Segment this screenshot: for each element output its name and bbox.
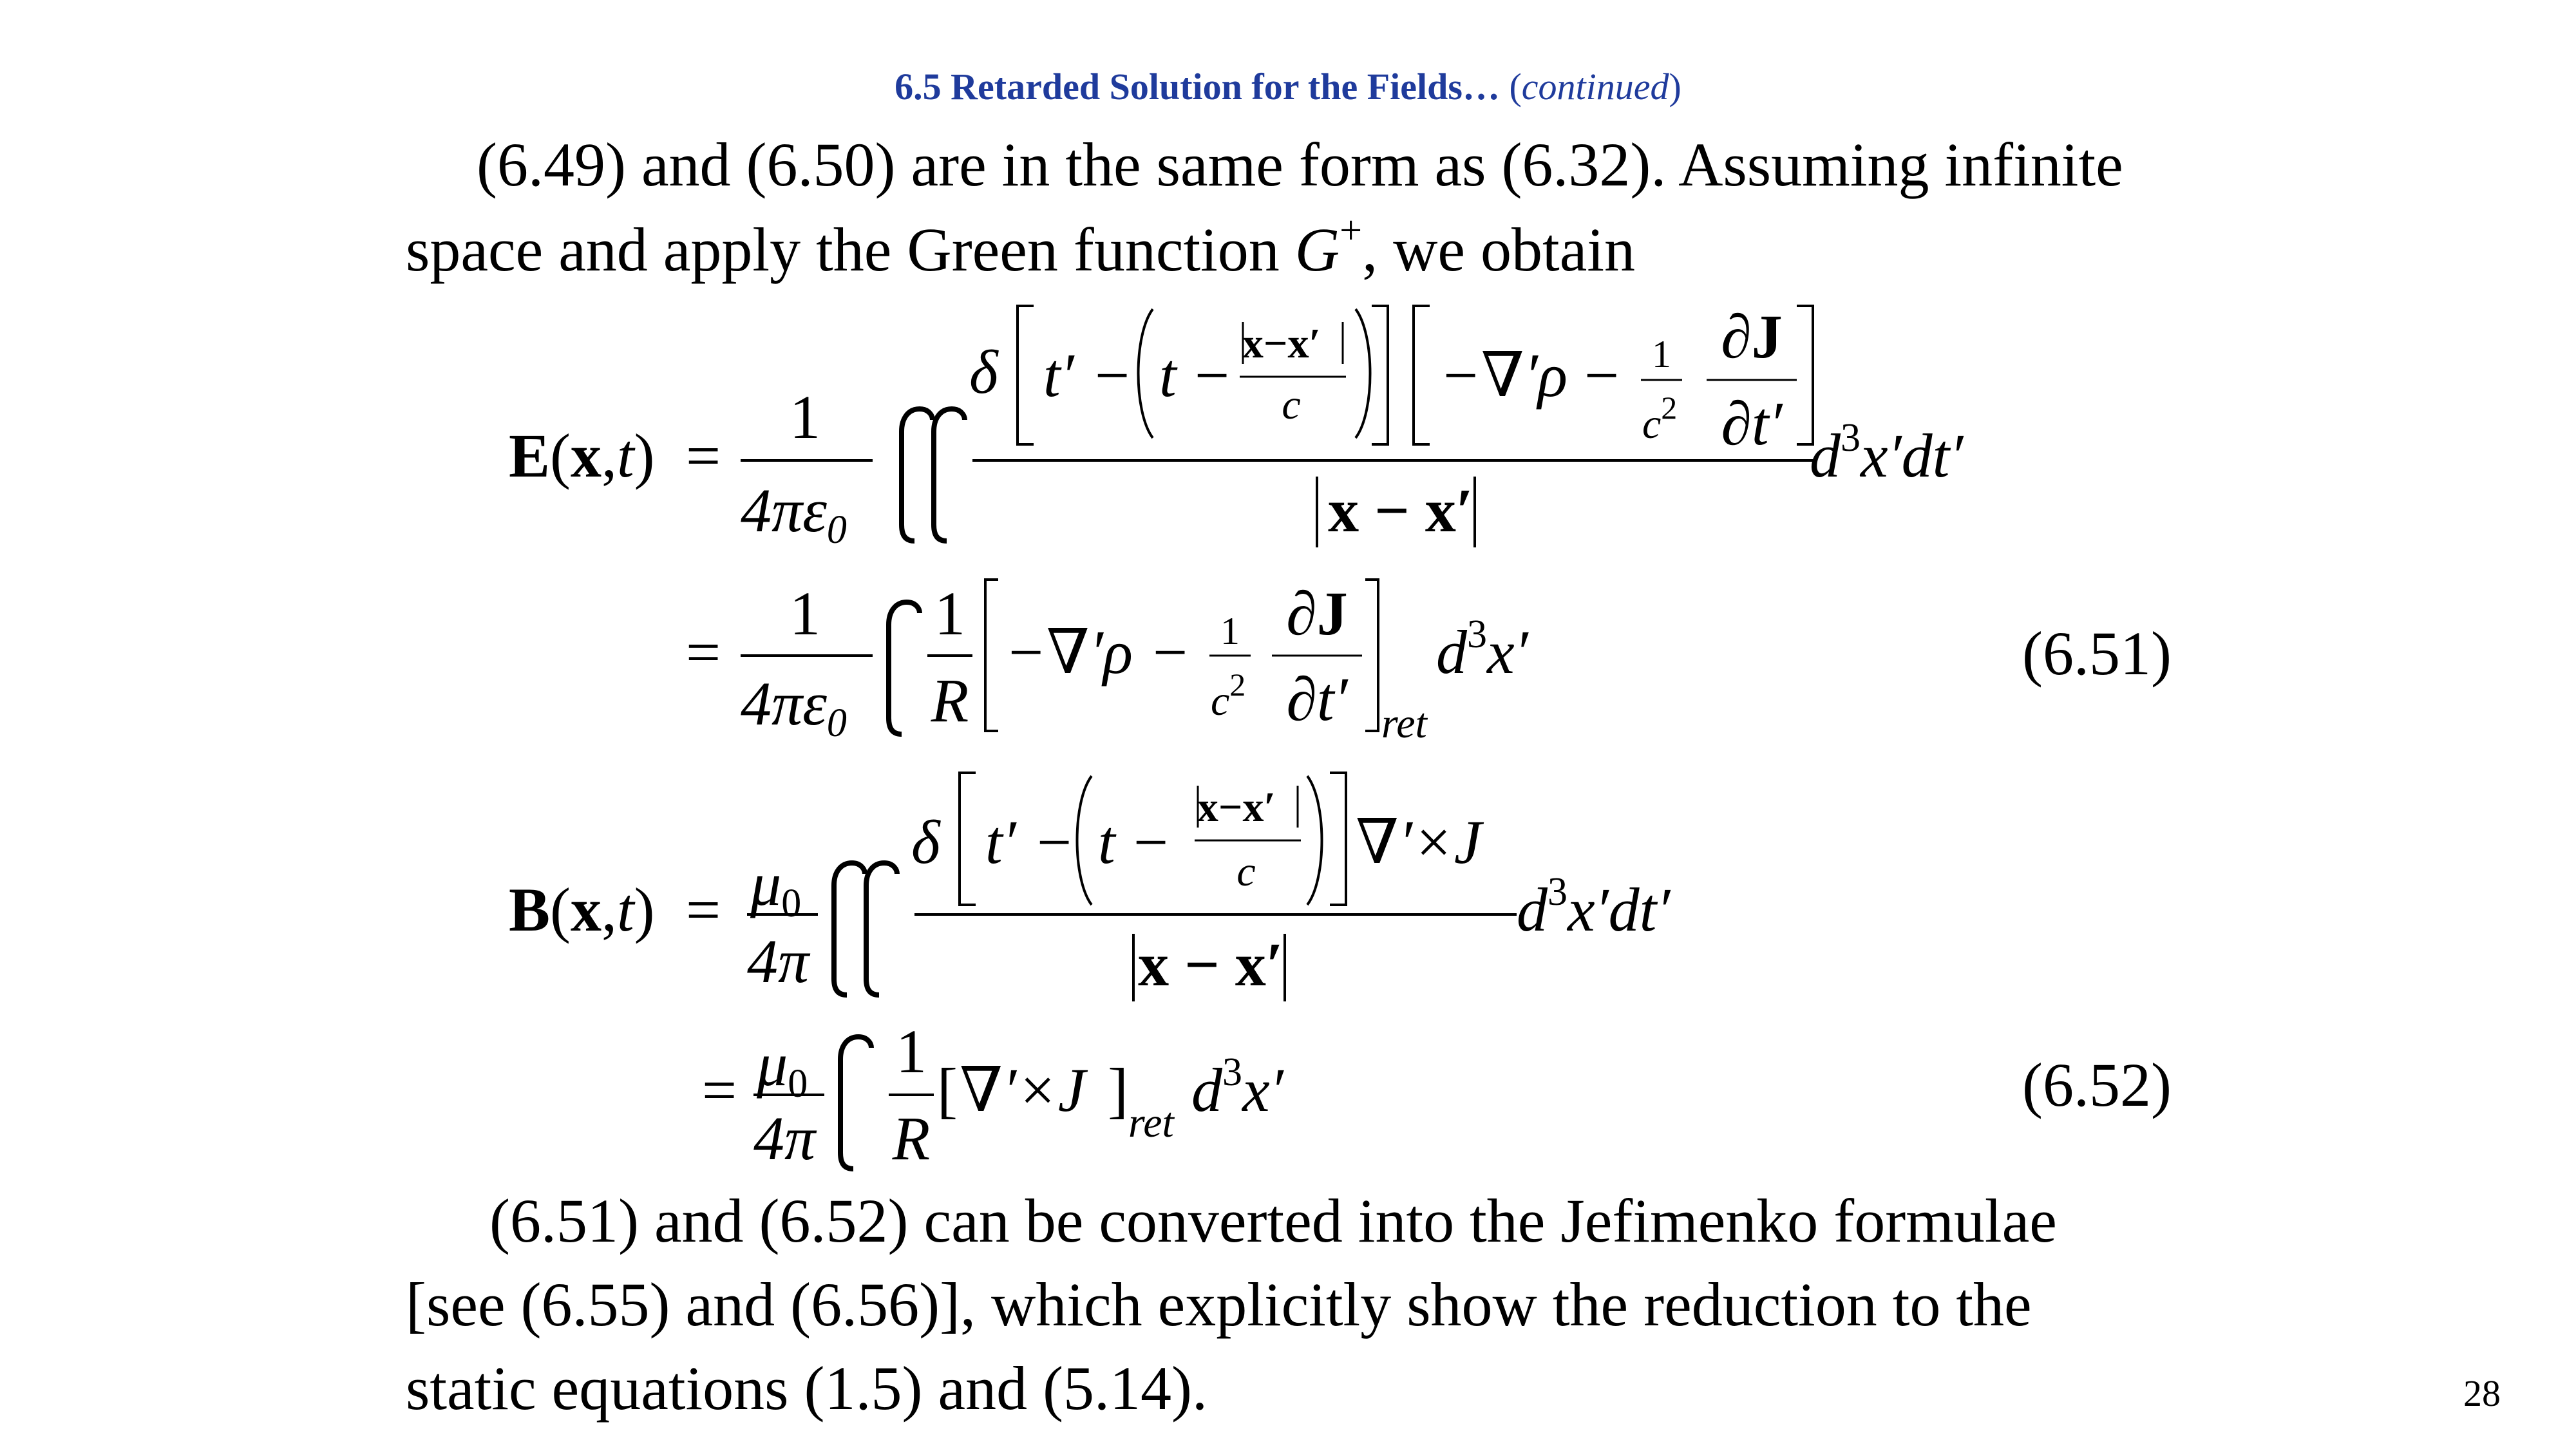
e2-minus: − bbox=[1153, 618, 1188, 687]
b-minus-2: − bbox=[1133, 808, 1169, 876]
outro-line-3: static equations (1.5) and (5.14). bbox=[406, 1354, 1208, 1423]
e-prefactor-denominator: 4πε0 bbox=[741, 476, 847, 552]
intro-line-2-b: , we obtain bbox=[1362, 215, 1635, 284]
e2-one-over-R-num: 1 bbox=[934, 579, 965, 648]
b-minus-1: − bbox=[1037, 808, 1072, 876]
e-c-squared: $c^2$ bbox=[1642, 390, 1678, 448]
e-bracket-open-1 bbox=[1018, 306, 1034, 444]
e-bracket-close-1 bbox=[1372, 306, 1388, 444]
b-inner-c: c bbox=[1236, 848, 1256, 895]
e-dJ: ∂J bbox=[1721, 302, 1783, 371]
b2-ret: ret bbox=[1128, 1099, 1174, 1146]
e-integral-sign-2 bbox=[934, 409, 965, 541]
e-dt-prime: ∂t′ bbox=[1721, 389, 1783, 458]
b-t: t bbox=[1098, 808, 1115, 876]
e-minus-3: − bbox=[1584, 341, 1620, 410]
e2-bracket-open bbox=[985, 580, 998, 731]
b-equals-1: = bbox=[686, 875, 721, 944]
e2-dt-prime: ∂t′ bbox=[1286, 665, 1348, 734]
b-field-equation-line-1 bbox=[509, 773, 1671, 1001]
b2-prefactor-denominator: 4π bbox=[753, 1104, 816, 1173]
e-t-prime: t′ bbox=[1043, 341, 1074, 410]
b2-curl-J: ∇′×J bbox=[960, 1056, 1086, 1124]
intro-line-2-a: space and apply the Green function bbox=[406, 215, 1295, 284]
e-measure-1: $d^3x'dt'$ bbox=[1810, 416, 1964, 490]
b-denominator: x − x′ bbox=[1138, 930, 1283, 999]
e-equals-1: = bbox=[686, 421, 721, 490]
e2-R: R bbox=[931, 666, 969, 735]
b-integral-sign-2 bbox=[866, 863, 897, 995]
e2-prefactor-numerator: 1 bbox=[790, 579, 820, 648]
e-field-equation-line-2 bbox=[686, 579, 1530, 747]
e2-neg-grad-rho: −∇′ρ bbox=[1005, 618, 1133, 687]
b2-bracket-open: [ bbox=[937, 1056, 958, 1124]
e-t: t bbox=[1159, 341, 1177, 410]
b-measure-1: $d^3x'dt'$ bbox=[1517, 870, 1671, 944]
title-paren-close: ) bbox=[1669, 66, 1681, 108]
b-field-equation-line-2 bbox=[702, 1017, 1285, 1173]
e-equals-2: = bbox=[686, 618, 721, 687]
e2-c-squared: $c^2$ bbox=[1211, 667, 1246, 724]
b-delta: δ bbox=[911, 808, 940, 876]
e-inner-abs: x−x′ bbox=[1242, 320, 1321, 367]
e-paren-open bbox=[1139, 309, 1153, 438]
b-prefactor-denominator: 4π bbox=[747, 927, 810, 996]
b2-prefactor-numerator: μ0 bbox=[757, 1030, 808, 1106]
e-lhs: E(x,t) bbox=[509, 421, 655, 490]
b2-integral-sign bbox=[840, 1037, 871, 1169]
e-prefactor-numerator: 1 bbox=[790, 383, 820, 451]
equation-number-6-51: (6.51) bbox=[2022, 619, 2172, 688]
e2-measure: $d^3x'$ bbox=[1436, 612, 1528, 687]
e2-integral-sign bbox=[889, 602, 920, 734]
b-integral-sign-1 bbox=[834, 863, 865, 995]
equation-number-6-52: (6.52) bbox=[2022, 1050, 2172, 1119]
e2-bracket-close bbox=[1365, 580, 1378, 731]
e2-dJ: ∂J bbox=[1286, 579, 1348, 648]
intro-line-1: (6.49) and (6.50) are in the same form as (6.32). Assuming infinite bbox=[477, 130, 2123, 199]
b-curl-J: ∇′×J bbox=[1356, 808, 1482, 876]
b-prefactor-numerator: μ0 bbox=[750, 849, 802, 925]
title-paren-open: ( bbox=[1499, 66, 1522, 108]
b-bracket-close bbox=[1330, 773, 1346, 905]
green-function-superscript: + bbox=[1340, 209, 1363, 252]
green-function-symbol: G bbox=[1294, 215, 1340, 284]
page-number: 28 bbox=[2463, 1372, 2501, 1414]
e-bracket-open-2 bbox=[1414, 306, 1430, 444]
b-lhs: B(x,t) bbox=[509, 875, 655, 944]
b-equals-2: = bbox=[702, 1056, 737, 1124]
b-inner-abs: x−x′ bbox=[1197, 784, 1276, 831]
b-paren-open bbox=[1077, 776, 1092, 905]
e-denominator: x − x′ bbox=[1328, 476, 1473, 545]
b-paren-close bbox=[1307, 776, 1322, 905]
outro-line-1: (6.51) and (6.52) can be converted into the Jefimenko formulae bbox=[489, 1186, 2057, 1255]
e-minus-1: − bbox=[1095, 341, 1130, 410]
b-t-prime: t′ bbox=[985, 808, 1016, 876]
e-field-equation-line-1 bbox=[509, 302, 1964, 552]
e-integral-sign-1 bbox=[902, 409, 933, 541]
e-delta: δ bbox=[969, 337, 998, 406]
e-neg-grad-rho: −∇′ρ bbox=[1439, 341, 1567, 410]
outro-line-2: [see (6.55) and (6.56)], which explicitly show the reduction to the bbox=[406, 1270, 2032, 1339]
e-inner-c: c bbox=[1282, 381, 1301, 428]
e2-one-small: 1 bbox=[1220, 610, 1240, 652]
b2-one-over-R-num: 1 bbox=[896, 1017, 927, 1086]
title-main: 6.5 Retarded Solution for the Fields… bbox=[895, 66, 1500, 108]
e2-ret: ret bbox=[1381, 700, 1427, 747]
e2-prefactor-denominator: 4πε0 bbox=[741, 669, 847, 745]
e-paren-close bbox=[1356, 309, 1370, 438]
e-minus-2: − bbox=[1195, 341, 1230, 410]
e-one-small: 1 bbox=[1652, 333, 1671, 375]
title-continued: continued bbox=[1521, 66, 1669, 108]
b2-measure: $d^3x'$ bbox=[1191, 1050, 1283, 1124]
b-bracket-open bbox=[960, 773, 976, 905]
b2-R: R bbox=[892, 1104, 931, 1173]
b2-bracket-close: ] bbox=[1108, 1056, 1128, 1124]
